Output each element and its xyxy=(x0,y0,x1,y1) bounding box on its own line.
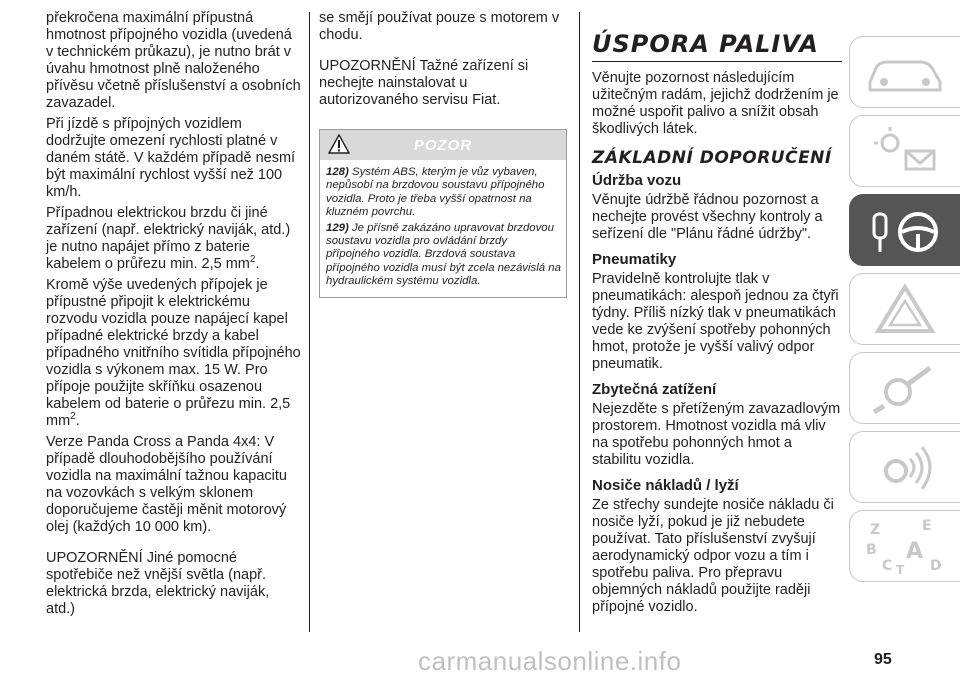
left-column xyxy=(46,10,302,622)
subsection-heading: Zbytečná zatížení xyxy=(592,381,717,398)
title-underline xyxy=(592,61,842,62)
tab-emergency[interactable] xyxy=(849,273,960,345)
tab-driving[interactable] xyxy=(849,194,960,266)
index-letter: C xyxy=(882,558,893,574)
tab-multimedia[interactable] xyxy=(849,431,960,503)
paragraph: překročena maximální přípustná hmotnost přípojného vozidla (uvedená v technickém průkazu), je nutno brát v úvahu hmotnost plně naloženého přívěsu včetně příslušenství a osobních zavazadel. xyxy=(46,10,301,111)
right-column xyxy=(592,14,842,620)
warning-body xyxy=(320,160,566,297)
dashboard-lights-icon xyxy=(860,121,950,181)
page-title: ÚSPORA PALIVA xyxy=(592,30,819,58)
warning-triangle-icon xyxy=(328,134,350,154)
warning-header xyxy=(320,130,566,160)
index-letter: E xyxy=(922,518,932,534)
chapter-tabs xyxy=(849,36,960,589)
paragraph: se smějí používat pouze s motorem v chodu. xyxy=(319,10,560,43)
paragraph-end: . xyxy=(75,413,80,429)
column-divider xyxy=(309,12,310,632)
warning-item xyxy=(326,222,562,289)
multimedia-icon xyxy=(860,437,950,497)
superscript: 2 xyxy=(70,411,76,423)
superscript: 2 xyxy=(249,254,256,266)
page-number: 95 xyxy=(874,651,892,668)
subsection-heading: Údržba vozu xyxy=(592,172,682,189)
paragraph-text: Kromě výše uvedených přípojek je přípustné připojit k elektrickému rozvodu vozidla pouze napájecí kapel případné elektrické brzdy a kabel případného vnitřního svítidla přípojného vozidla s výkonem max. 15 W. Pro přípoje použijte skříňku osazenou kabelem od baterie o průřezu min. 2,5 mm xyxy=(46,277,301,429)
paragraph: Při jízdě s přípojných vozidlem dodržujte omezení rychlosti platné v daném státě. V každém případě nesmí být maximální rychlost vyšší než 100 km/h. xyxy=(46,116,296,200)
warning-item-text: Je přísně zakázáno upravovat brzdovou soustavu vozidla pro ovládání brzdy přípojného vozidla. Brzdová soustava přípojného vozidla musí být zcela nezávislá na hydraulickém systému vozidla. xyxy=(326,221,561,288)
index-letter: Z xyxy=(870,522,881,538)
index-letter: D xyxy=(930,558,942,574)
watermark: carmanualsonline.info xyxy=(418,646,682,676)
paragraph xyxy=(46,205,302,273)
tab-index[interactable] xyxy=(849,510,960,582)
service-tools-icon xyxy=(860,358,950,418)
subsection-text: Nejezděte s přetíženým zavazadlovým prostorem. Hmotnost vozidla má vliv na spotřebu pohonných hmot a stabilitu vozidla. xyxy=(592,401,841,468)
alphabet-index-icon xyxy=(860,516,950,576)
subsection-text: Pravidelně kontrolujte tlak v pneumatikách: alespoň jednou za čtyři týdny. Příliš nízký tlak v pneumatikách vede ke zvýšení spotřeby pohonných hmot, protože je vyšší valivý odpor pneumatik. xyxy=(592,271,839,372)
warning-triangle-icon xyxy=(860,279,950,339)
car-icon xyxy=(860,42,950,102)
intro-paragraph: Věnujte pozornost následujícím užitečným radám, jejichž dodržením je možné uspořit palivo a snížit obsah škodlivých látek. xyxy=(592,70,839,137)
note-paragraph: UPOZORNĚNÍ Tažné zařízení si nechejte nainstalovat u autorizovaného servisu Fiat. xyxy=(319,58,529,108)
paragraph-end: . xyxy=(255,256,260,272)
key-steering-icon xyxy=(860,200,950,260)
index-letter: B xyxy=(866,542,877,558)
warning-item-number: 128) xyxy=(326,166,349,178)
index-letter: T xyxy=(896,563,905,576)
subsection-text: Ze střechy sundejte nosiče nákladu či nosiče lyží, pokud je již nebudete používat. Tato příslušenství zvyšují aerodynamický odpor vozu a tím i spotřebu paliva. Pro přepravu objemných nákladů použijte raději přípojné vozidlo. xyxy=(592,497,834,615)
paragraph xyxy=(46,277,302,430)
section-title: ZÁKLADNÍ DOPORUČENÍ xyxy=(592,148,832,168)
paragraph: Verze Panda Cross a Panda 4x4: V případě dlouhodobějšího používání vozidla na maximální tažnou kapacitu na vozovkách s velkým sklonem doporučujeme častěji měnit motorový olej (každých 10 000 km). xyxy=(46,434,287,535)
index-letter: A xyxy=(906,539,924,564)
subsection-text: Věnujte údržbě řádnou pozornost a nechejte provést všechny kontroly a seřízení dle "Plánu řádné údržby". xyxy=(592,192,823,242)
middle-column xyxy=(319,10,567,298)
tab-car[interactable] xyxy=(849,36,960,108)
warning-item-number: 129) xyxy=(326,221,349,234)
subsection-heading: Pneumatiky xyxy=(592,251,677,268)
paragraph-text: Případnou elektrickou brzdu či jiné zařízení (např. elektrický naviják, atd.) je nutno napájet přímo z baterie kabelem o průřezu min. 2,5 mm xyxy=(46,205,291,272)
warning-box xyxy=(319,129,567,298)
warning-item xyxy=(326,166,562,220)
subsection-heading: Nosiče nákladů / lyží xyxy=(592,477,739,494)
tab-service[interactable] xyxy=(849,352,960,424)
warning-item-text: Systém ABS, kterým je vůz vybaven, nepůsobí na brzdovou soustavu přípojného vozidla. Proto je třeba vyšší opatrnost na kluzném povrchu. xyxy=(326,166,545,219)
tab-dashboard[interactable] xyxy=(849,115,960,187)
note-paragraph: UPOZORNĚNÍ Jiné pomocné spotřebiče než vnější světla (např. elektrická brzda, elektrický naviják, atd.) xyxy=(46,550,270,617)
column-divider xyxy=(579,12,580,632)
warning-title: POZOR xyxy=(413,136,473,154)
